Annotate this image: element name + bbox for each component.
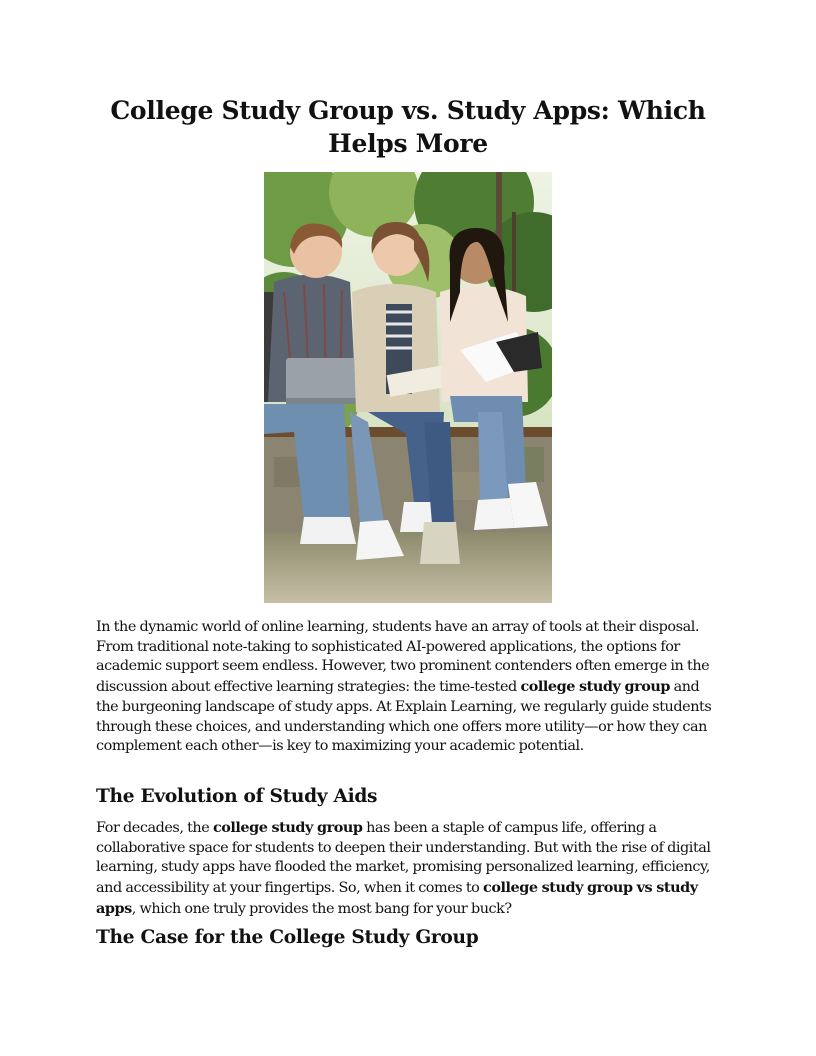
intro-text-1: In the dynamic world of online learning, students have an array of tools at their disposal. From traditional note-taking to sophisticated AI-powered applications, the options for academic support seem endless. However, two prominent contenders often emerge in the discussion about effective learning strategies: the time-tested — [96, 619, 710, 696]
evolution-text-3: , which one truly provides the most bang for your buck? — [131, 900, 512, 917]
section-heading-case: The Case for the College Study Group — [96, 927, 479, 948]
intro-paragraph — [96, 618, 720, 757]
evolution-bold-keyword-2: college study group vs study apps — [96, 879, 698, 917]
evolution-text-1: For decades, the — [96, 820, 213, 836]
page-title: College Study Group vs. Study Apps: Which Helps More — [110, 96, 706, 158]
intro-bold-keyword: college study group — [520, 678, 670, 696]
evolution-bold-keyword-1: college study group — [212, 819, 363, 836]
hero-image — [264, 172, 552, 603]
evolution-text-2: has been a staple of campus life, offering a collaborative space for students to deepen their understanding. But with the rise of digital learning, study apps have flooded the market, promising personalized learning, efficiency, and accessibility at your fingertips. So, when it comes to — [96, 820, 711, 897]
evolution-paragraph — [96, 818, 720, 920]
intro-text-2: and the burgeoning landscape of study apps. At Explain Learning, we regularly guide students through these choices, and understanding which one offers more utility—or how they can complement each other—is key to maximizing your academic potential. — [96, 679, 712, 755]
section-heading-evolution: The Evolution of Study Aids — [96, 786, 378, 807]
